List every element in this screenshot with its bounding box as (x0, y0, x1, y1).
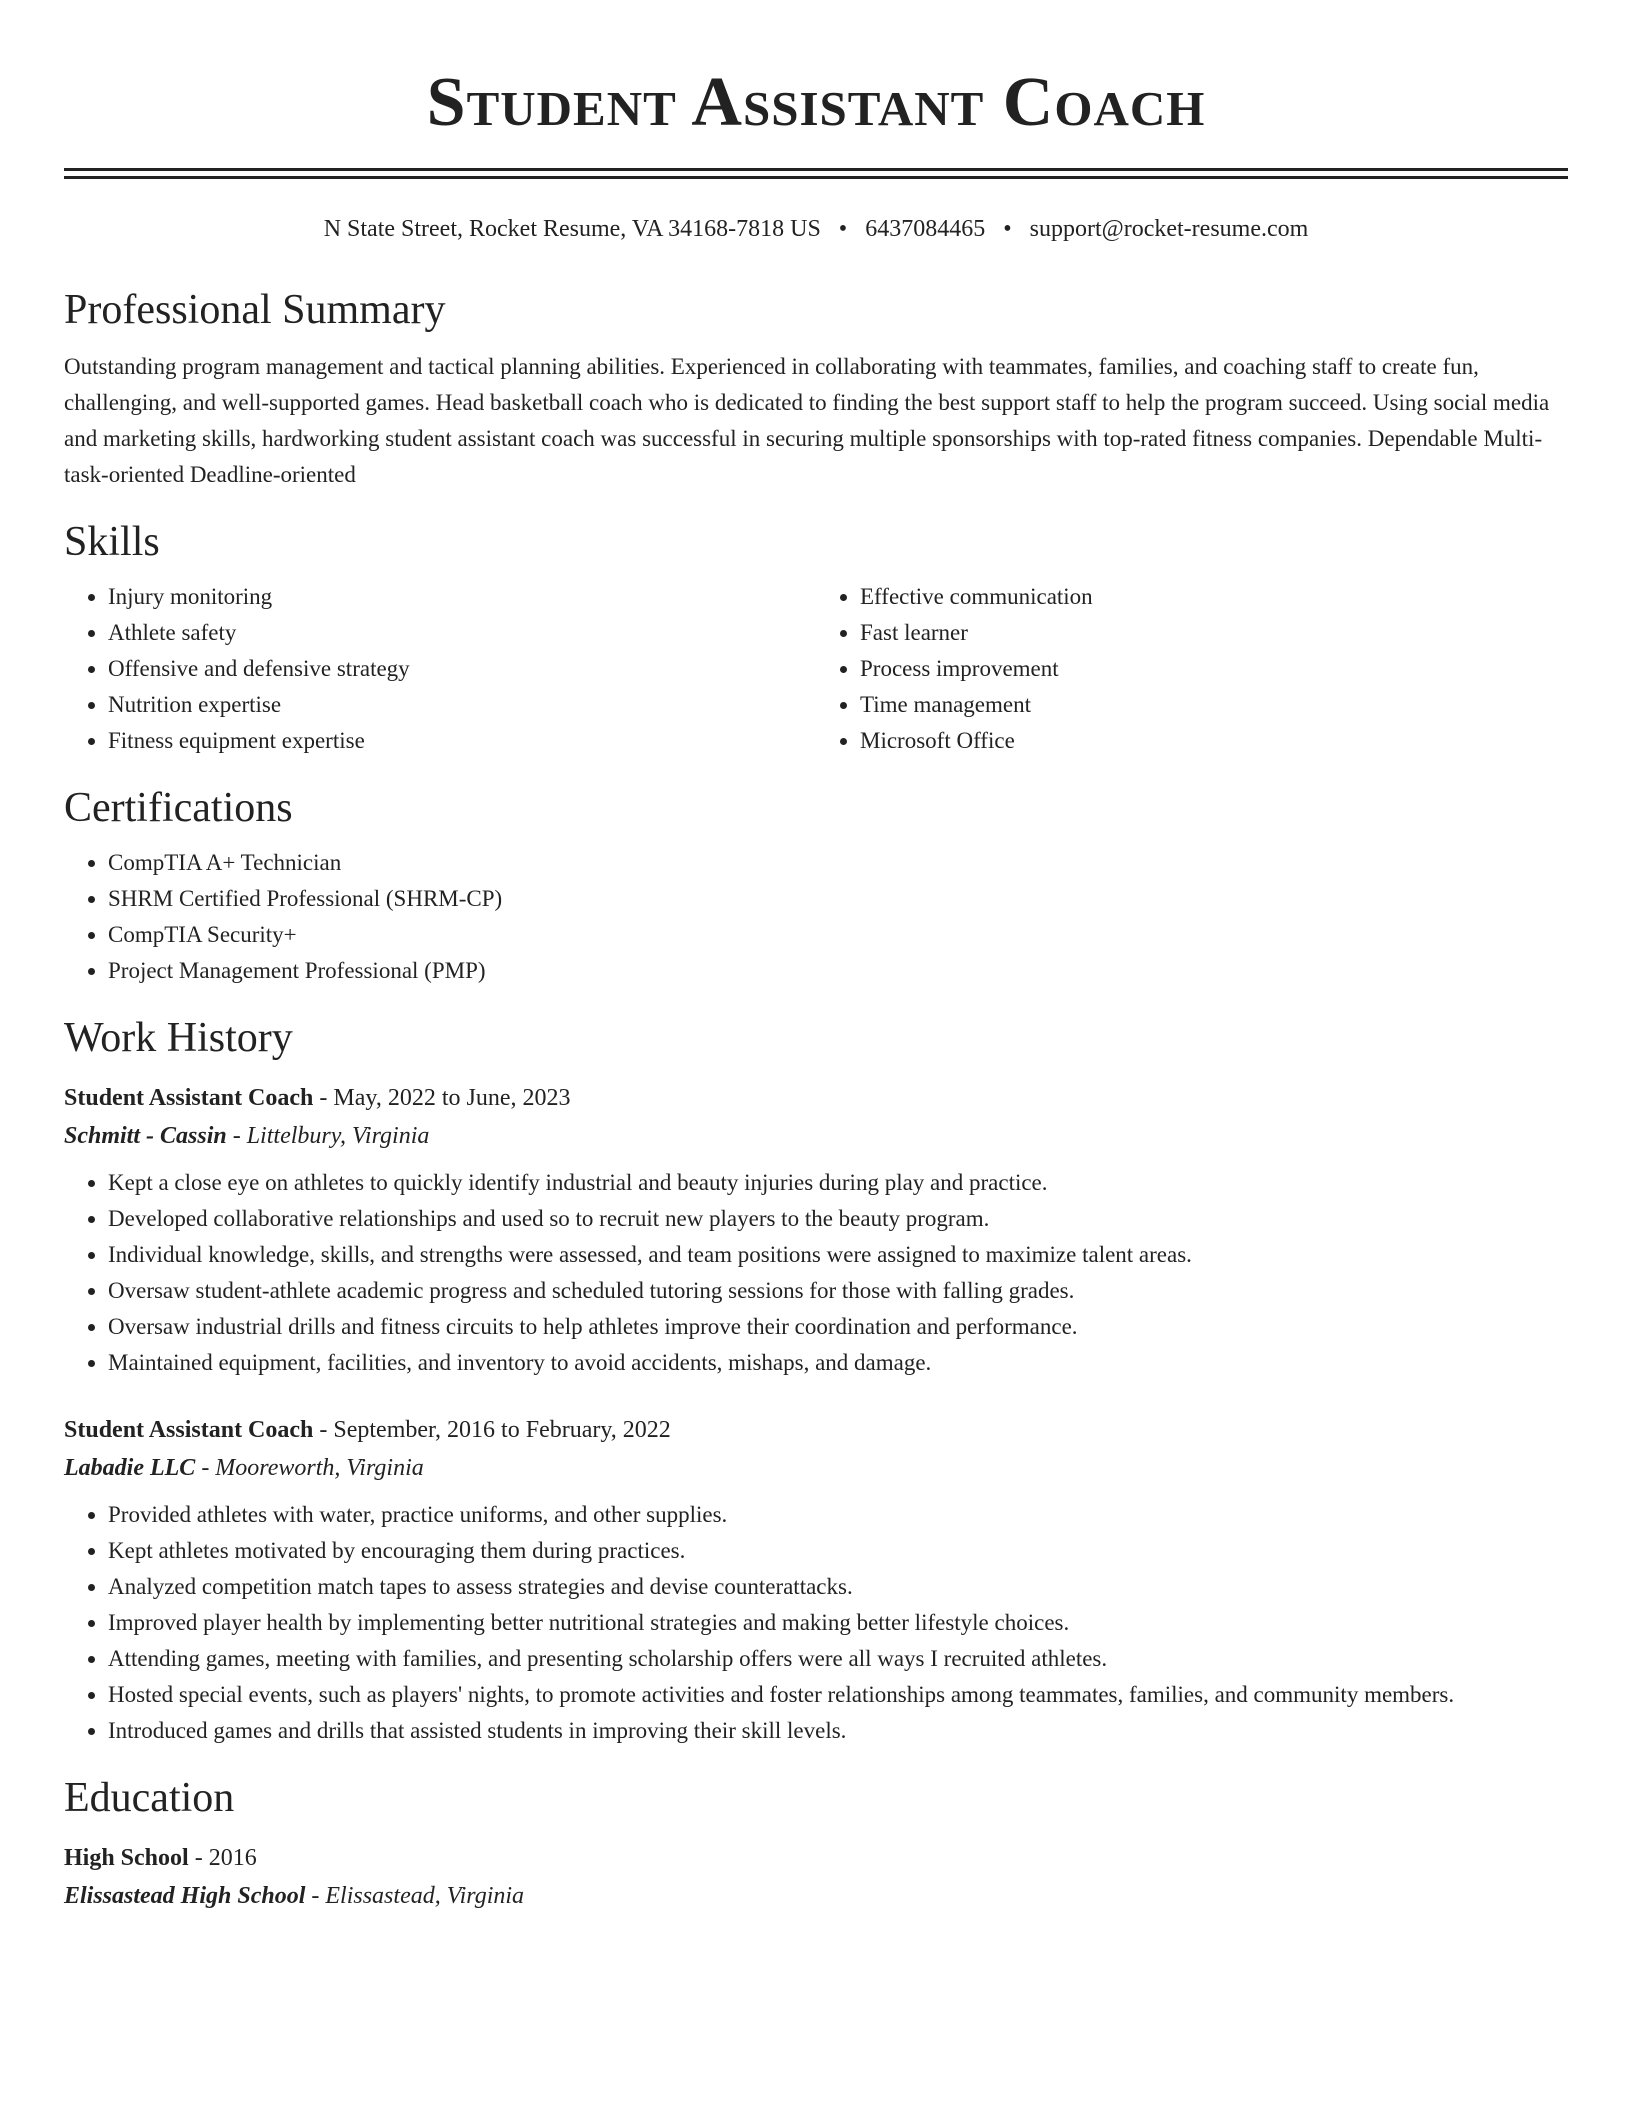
skill-item: • Time management (860, 687, 1568, 723)
skill-item: • Fast learner (860, 615, 1568, 651)
contact-address: N State Street, Rocket Resume, VA 34168-7818 US (323, 216, 821, 242)
job-header (64, 1411, 1568, 1449)
job-bullet: • Individual knowledge, skills, and strengths were assessed, and team positions were assigned to maximize talent areas. (108, 1237, 1568, 1273)
job-bullet: • Hosted special events, such as players' nights, to promote activities and foster relationships among teammates, families, and community members. (108, 1677, 1568, 1713)
skills-list-right (816, 579, 1568, 759)
skill-item: • Injury monitoring (108, 579, 816, 615)
job-bullet: • Attending games, meeting with families, and presenting scholarship offers were all ways I recruited athletes. (108, 1641, 1568, 1677)
education-school: Elissastead High School (64, 1883, 306, 1909)
skills-section (64, 515, 1568, 759)
skill-item: • Offensive and defensive strategy (108, 651, 816, 687)
contact-line (64, 213, 1568, 245)
work-history-heading: Work History (64, 1015, 293, 1061)
resume-title: Student Assistant Coach (426, 64, 1206, 141)
certifications-heading: Certifications (64, 785, 293, 831)
job-bullet: • Improved player health by implementing better nutritional strategies and making better lifestyle choices. (108, 1605, 1568, 1641)
job-bullet: • Maintained equipment, facilities, and inventory to avoid accidents, mishaps, and damage. (108, 1345, 1568, 1381)
summary-text: Outstanding program management and tactical planning abilities. Experienced in collaborating with teammates, families, and coaching staff to create fun, challenging, and well-supported games. Head basketball coach who is dedicated to finding the best support staff to help the program succeed. Using social media and marketing skills, hardworking student assistant coach was successful in securing multiple sponsorships with top-rated fitness companies. Dependable Multi-task-oriented Deadline-oriented (64, 354, 1550, 487)
education-institution (64, 1877, 1568, 1915)
job-bullet: • Kept a close eye on athletes to quickly identify industrial and beauty injuries during play and practice. (108, 1165, 1568, 1201)
job-bullets (64, 1497, 1568, 1749)
job-company: Labadie LLC (64, 1455, 196, 1481)
job-location: - Littelbury, Virginia (232, 1123, 430, 1149)
job-employer (64, 1117, 1568, 1155)
job-dates: - September, 2016 to February, 2022 (319, 1417, 671, 1443)
job-location: - Mooreworth, Virginia (201, 1455, 424, 1481)
job-title: Student Assistant Coach (64, 1085, 314, 1111)
job-bullet: • Introduced games and drills that assisted students in improving their skill levels. (108, 1713, 1568, 1749)
job-dates: - May, 2022 to June, 2023 (319, 1085, 571, 1111)
skill-item: • Fitness equipment expertise (108, 723, 816, 759)
job-employer (64, 1449, 1568, 1487)
job-company: Schmitt - Cassin (64, 1123, 227, 1149)
skill-item: • Effective communication (860, 579, 1568, 615)
certifications-section (64, 781, 1568, 989)
certifications-list (64, 845, 1568, 989)
job-bullet: • Developed collaborative relationships and used so to recruit new players to the beauty program. (108, 1201, 1568, 1237)
job-bullets (64, 1165, 1568, 1381)
skills-columns (64, 579, 1568, 759)
education-section (64, 1771, 1568, 1915)
job-bullet: • Provided athletes with water, practice uniforms, and other supplies. (108, 1497, 1568, 1533)
contact-email: support@rocket-resume.com (1029, 216, 1309, 242)
summary-section (64, 283, 1568, 493)
summary-heading: Professional Summary (64, 287, 446, 333)
contact-separator: • (1003, 216, 1012, 242)
education-year: - 2016 (194, 1845, 257, 1871)
certification-item: • Project Management Professional (PMP) (108, 953, 1568, 989)
education-header (64, 1839, 1568, 1877)
header-divider-thin (64, 176, 1568, 179)
certification-item: • CompTIA Security+ (108, 917, 1568, 953)
work-history-section (64, 1011, 1568, 1749)
job-header (64, 1079, 1568, 1117)
job-entry (64, 1079, 1568, 1381)
job-title: Student Assistant Coach (64, 1417, 314, 1443)
education-location: - Elissastead, Virginia (311, 1883, 525, 1909)
job-entry (64, 1411, 1568, 1749)
contact-phone: 6437084465 (865, 216, 986, 242)
certification-item: • CompTIA A+ Technician (108, 845, 1568, 881)
job-bullet: • Oversaw industrial drills and fitness circuits to help athletes improve their coordination and performance. (108, 1309, 1568, 1345)
contact-separator: • (838, 216, 848, 242)
job-bullet: • Analyzed competition match tapes to assess strategies and devise counterattacks. (108, 1569, 1568, 1605)
skill-item: • Microsoft Office (860, 723, 1568, 759)
certification-item: • SHRM Certified Professional (SHRM-CP) (108, 881, 1568, 917)
skills-heading: Skills (64, 519, 160, 565)
job-bullet: • Kept athletes motivated by encouraging them during practices. (108, 1533, 1568, 1569)
skill-item: • Process improvement (860, 651, 1568, 687)
skill-item: • Athlete safety (108, 615, 816, 651)
education-heading: Education (64, 1775, 235, 1821)
skill-item: • Nutrition expertise (108, 687, 816, 723)
education-degree: High School (64, 1845, 189, 1871)
header-divider-thick (64, 168, 1568, 171)
skills-list-left (64, 579, 816, 759)
job-bullet: • Oversaw student-athlete academic progress and scheduled tutoring sessions for those with falling grades. (108, 1273, 1568, 1309)
